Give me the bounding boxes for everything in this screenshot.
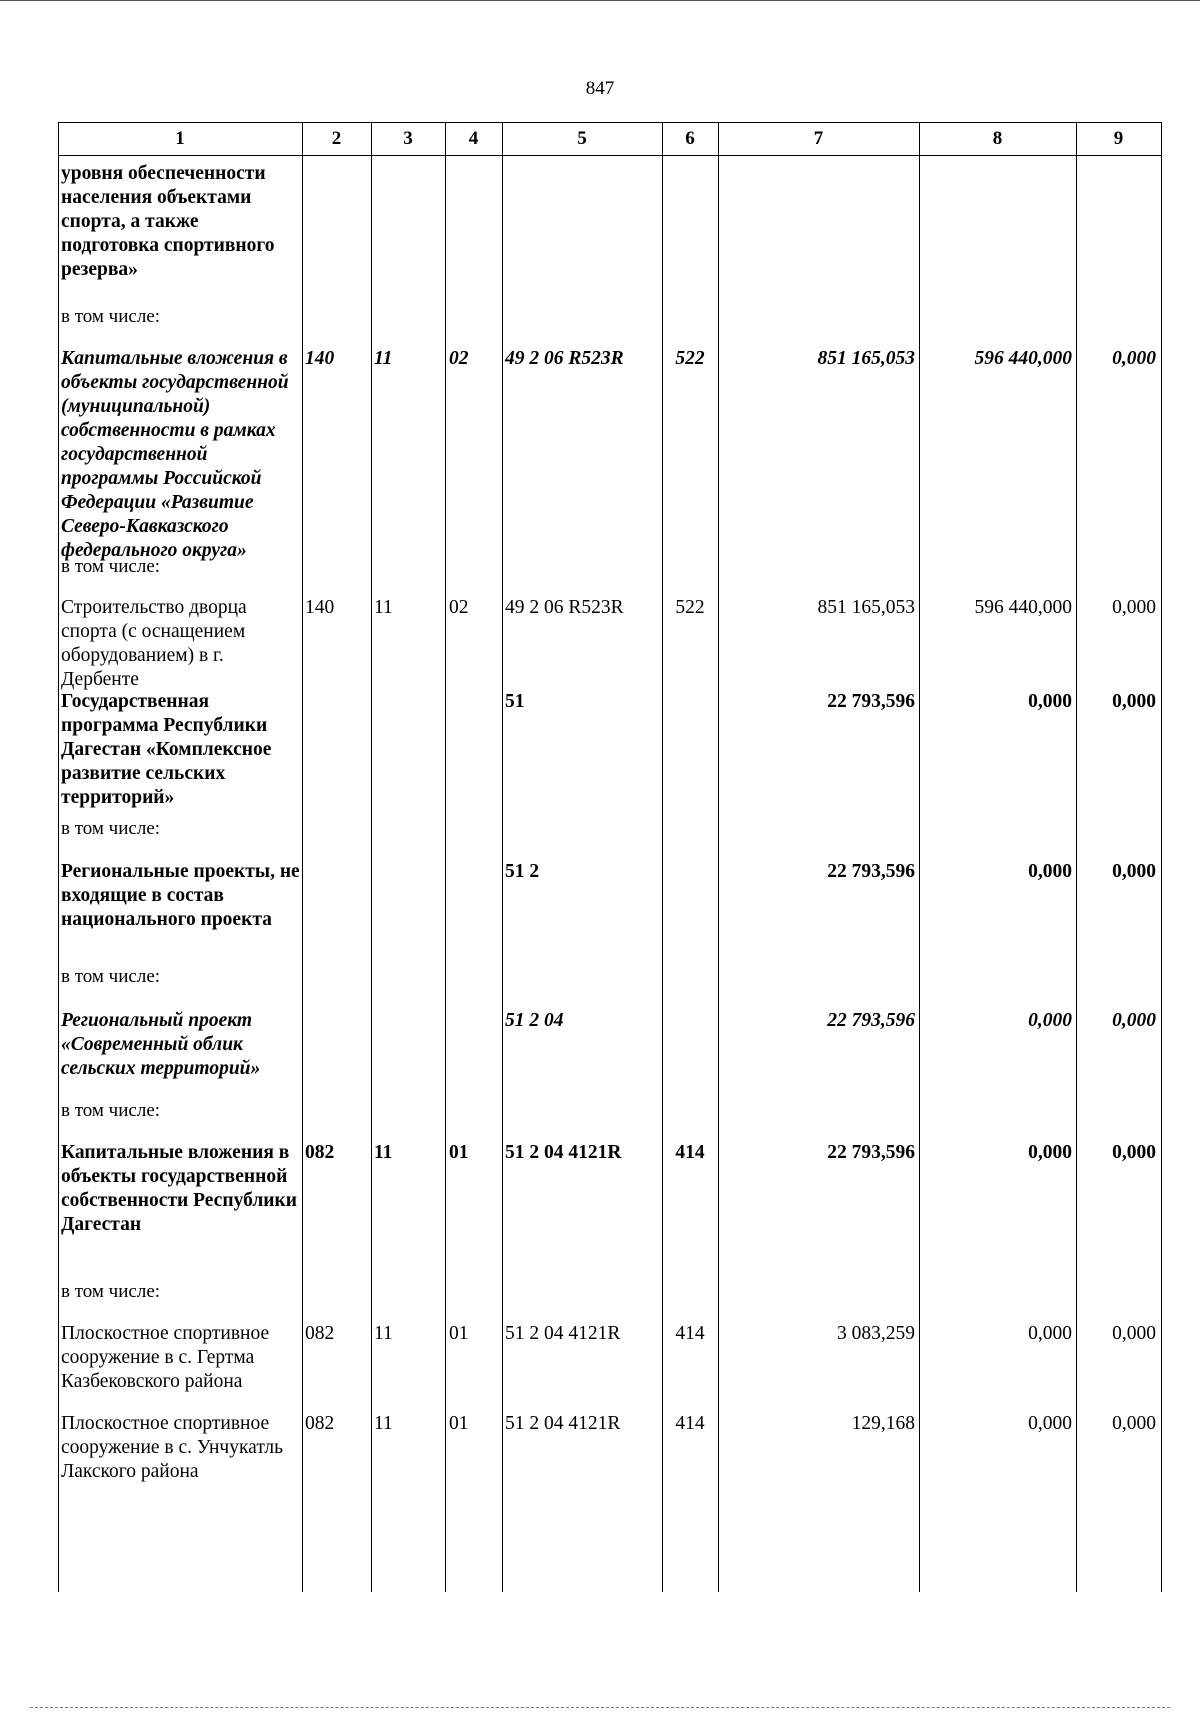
- column-divider: [445, 122, 446, 1592]
- row-expense-type: 522: [675, 348, 705, 369]
- row-amount-col8: 0,000: [1028, 1413, 1072, 1434]
- row-target-code: 51 2: [505, 861, 540, 882]
- row-target-code: 51 2 04 4121R: [505, 1413, 621, 1434]
- row-amount-col7: 851 165,053: [817, 348, 915, 369]
- column-divider: [58, 122, 59, 1592]
- row-expense-type: 414: [675, 1413, 705, 1434]
- row-amount-col7: 129,168: [851, 1413, 915, 1434]
- column-header-5: 5: [577, 128, 587, 149]
- row-amount-col9: 0,000: [1112, 348, 1156, 369]
- in-that-number-note: в том числе:: [61, 306, 161, 327]
- row-amount-col7: 3 083,259: [837, 1323, 915, 1344]
- column-header-8: 8: [992, 128, 1003, 149]
- page-number: 847: [585, 78, 615, 99]
- row-amount-col9: 0,000: [1112, 1413, 1156, 1434]
- row-description: уровня обеспеченности населения объектами спорта, а также подготовка спортивного резерва»: [61, 163, 275, 280]
- page-bottom-edge: [30, 1707, 1170, 1708]
- row-target-code: 51 2 04: [505, 1010, 564, 1031]
- row-amount-col7: 22 793,596: [827, 1142, 915, 1163]
- column-divider: [502, 122, 503, 1592]
- table-top-rule: [58, 122, 1162, 123]
- row-amount-col8: 0,000: [1028, 1142, 1072, 1163]
- row-description: Региональные проекты, не входящие в состав национального проекта: [61, 861, 300, 930]
- row-ministry-code: 140: [305, 597, 335, 618]
- column-divider: [1161, 122, 1162, 1592]
- in-that-number-note: в том числе:: [61, 1100, 161, 1121]
- row-amount-col8: 596 440,000: [974, 348, 1072, 369]
- row-amount-col7: 851 165,053: [817, 597, 915, 618]
- column-header-1: 1: [175, 128, 185, 149]
- page-top-edge: [0, 0, 1200, 1]
- row-section-code: 11: [374, 1413, 393, 1434]
- column-header-2: 2: [331, 128, 342, 149]
- column-divider: [718, 122, 719, 1592]
- in-that-number-note: в том числе:: [61, 556, 161, 577]
- row-amount-col8: 0,000: [1028, 1010, 1072, 1031]
- row-ministry-code: 082: [305, 1142, 335, 1163]
- row-subsection-code: 02: [449, 348, 469, 369]
- row-target-code: 51: [505, 691, 525, 712]
- row-section-code: 11: [374, 597, 393, 618]
- column-divider: [302, 122, 303, 1592]
- row-description: Региональный проект «Современный облик сельских территорий»: [61, 1010, 261, 1079]
- row-amount-col9: 0,000: [1112, 861, 1156, 882]
- column-header-4: 4: [468, 128, 479, 149]
- row-description: Плоскостное спортивное сооружение в с. Гертма Казбековского района: [61, 1323, 270, 1392]
- row-expense-type: 414: [675, 1142, 705, 1163]
- row-subsection-code: 01: [449, 1413, 469, 1434]
- budget-table: [58, 122, 1162, 1592]
- column-header-9: 9: [1113, 128, 1124, 149]
- row-description: Капитальные вложения в объекты государственной собственности Республики Дагестан: [61, 1142, 297, 1235]
- table-header-rule: [58, 155, 1162, 156]
- row-description: Государственная программа Республики Дагестан «Комплексное развитие сельских территорий»: [61, 691, 272, 808]
- row-amount-col9: 0,000: [1112, 597, 1156, 618]
- row-expense-type: 414: [675, 1323, 705, 1344]
- column-divider: [371, 122, 372, 1592]
- row-amount-col7: 22 793,596: [827, 691, 915, 712]
- row-target-code: 49 2 06 R523R: [505, 597, 624, 618]
- row-ministry-code: 140: [305, 348, 335, 369]
- row-amount-col9: 0,000: [1112, 1142, 1156, 1163]
- row-subsection-code: 01: [449, 1142, 469, 1163]
- row-amount-col9: 0,000: [1112, 1010, 1156, 1031]
- row-amount-col7: 22 793,596: [827, 1010, 915, 1031]
- row-amount-col8: 0,000: [1028, 861, 1072, 882]
- row-subsection-code: 02: [449, 597, 469, 618]
- row-amount-col7: 22 793,596: [827, 861, 915, 882]
- row-expense-type: 522: [675, 597, 705, 618]
- in-that-number-note: в том числе:: [61, 966, 161, 987]
- row-amount-col8: 596 440,000: [974, 597, 1072, 618]
- column-header-3: 3: [403, 128, 413, 149]
- in-that-number-note: в том числе:: [61, 818, 161, 839]
- row-amount-col9: 0,000: [1112, 691, 1156, 712]
- row-ministry-code: 082: [305, 1413, 335, 1434]
- column-header-7: 7: [813, 128, 824, 149]
- row-description: Строительство дворца спорта (с оснащением оборудованием) в г. Дербенте: [61, 597, 247, 690]
- row-section-code: 11: [374, 348, 393, 369]
- column-divider: [919, 122, 920, 1592]
- column-header-6: 6: [685, 128, 695, 149]
- row-amount-col8: 0,000: [1028, 691, 1072, 712]
- row-section-code: 11: [374, 1142, 393, 1163]
- row-target-code: 51 2 04 4121R: [505, 1323, 621, 1344]
- column-divider: [1076, 122, 1077, 1592]
- row-description: Плоскостное спортивное сооружение в с. Унчукатль Лакского района: [61, 1413, 283, 1482]
- row-subsection-code: 01: [449, 1323, 469, 1344]
- row-target-code: 49 2 06 R523R: [505, 348, 624, 369]
- column-divider: [662, 122, 663, 1592]
- row-description: Капитальные вложения в объекты государственной (муниципальной) собственности в рамках государственной программы Российской Федерации «Развитие Северо-Кавказского федерального округа»: [61, 348, 289, 561]
- row-amount-col9: 0,000: [1112, 1323, 1156, 1344]
- row-ministry-code: 082: [305, 1323, 335, 1344]
- row-amount-col8: 0,000: [1028, 1323, 1072, 1344]
- row-section-code: 11: [374, 1323, 393, 1344]
- row-target-code: 51 2 04 4121R: [505, 1142, 622, 1163]
- in-that-number-note: в том числе:: [61, 1281, 161, 1302]
